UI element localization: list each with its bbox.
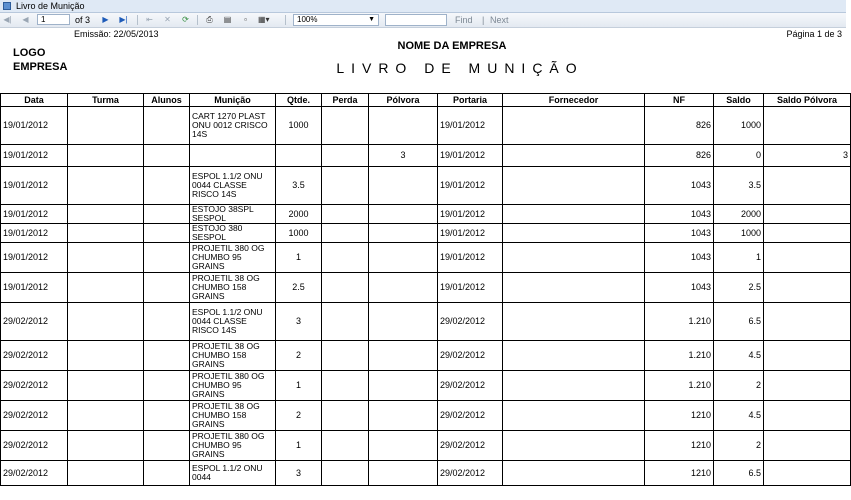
column-header-saldo: Saldo	[714, 94, 764, 107]
cell-saldo-polvora	[764, 243, 851, 273]
zoom-select[interactable]	[293, 14, 379, 26]
table-row	[1, 431, 851, 461]
cell-municao: PROJETIL 38 OG CHUMBO 158 GRAINS	[190, 401, 276, 431]
cell-polvora	[369, 461, 438, 486]
cell-polvora	[369, 243, 438, 273]
cell-turma	[68, 461, 144, 486]
cell-portaria: 29/02/2012	[438, 431, 503, 461]
cell-polvora	[369, 341, 438, 371]
cell-fornecedor	[503, 341, 645, 371]
page-count-label: of 3	[75, 15, 91, 25]
table-row	[1, 243, 851, 273]
column-header-alunos: Alunos	[144, 94, 190, 107]
cell-qtde: 1	[276, 243, 322, 273]
cell-portaria: 19/01/2012	[438, 107, 503, 145]
table-row	[1, 145, 851, 167]
cell-saldo-polvora	[764, 303, 851, 341]
cell-saldo-polvora: 3	[764, 145, 851, 167]
cell-data: 19/01/2012	[1, 205, 68, 224]
cell-fornecedor	[503, 431, 645, 461]
toolbar-separator	[137, 15, 138, 25]
cell-perda	[322, 431, 369, 461]
cell-data: 19/01/2012	[1, 273, 68, 303]
cell-nf: 826	[645, 107, 714, 145]
cell-nf: 1210	[645, 431, 714, 461]
cell-municao: PROJETIL 380 OG CHUMBO 95 GRAINS	[190, 243, 276, 273]
cell-portaria: 29/02/2012	[438, 461, 503, 486]
cell-data: 29/02/2012	[1, 431, 68, 461]
cell-municao: ESTOJO 38SPL SESPOL	[190, 205, 276, 224]
refresh-icon[interactable]: ⟳	[182, 15, 189, 24]
cell-alunos	[144, 341, 190, 371]
zoom-value: 100%	[297, 15, 318, 24]
cell-qtde: 3.5	[276, 167, 322, 205]
cell-portaria: 19/01/2012	[438, 145, 503, 167]
table-row	[1, 107, 851, 145]
cell-alunos	[144, 224, 190, 243]
cell-turma	[68, 273, 144, 303]
column-header-nf: NF	[645, 94, 714, 107]
cell-perda	[322, 107, 369, 145]
cell-portaria: 19/01/2012	[438, 167, 503, 205]
table-row	[1, 461, 851, 486]
cell-alunos	[144, 243, 190, 273]
cell-saldo-polvora	[764, 461, 851, 486]
cell-perda	[322, 167, 369, 205]
cell-saldo-polvora	[764, 167, 851, 205]
cell-data: 29/02/2012	[1, 303, 68, 341]
cell-alunos	[144, 145, 190, 167]
cell-alunos	[144, 431, 190, 461]
company-name: NOME DA EMPRESA	[397, 40, 507, 52]
ammunition-table	[0, 93, 851, 486]
cell-alunos	[144, 461, 190, 486]
export-icon[interactable]: ▦▾	[258, 15, 270, 24]
cell-turma	[68, 401, 144, 431]
page-number-input[interactable]: 1	[37, 14, 70, 25]
cell-nf: 1043	[645, 167, 714, 205]
print-icon[interactable]: ⎙	[206, 15, 213, 24]
cell-municao: PROJETIL 38 OG CHUMBO 158 GRAINS	[190, 341, 276, 371]
cell-perda	[322, 371, 369, 401]
column-header-data: Data	[1, 94, 68, 107]
cell-perda	[322, 145, 369, 167]
cell-perda	[322, 303, 369, 341]
cell-fornecedor	[503, 167, 645, 205]
cell-turma	[68, 341, 144, 371]
cell-portaria: 29/02/2012	[438, 371, 503, 401]
cell-turma	[68, 224, 144, 243]
cell-polvora	[369, 273, 438, 303]
print-layout-icon[interactable]: ▤	[223, 15, 232, 24]
back-icon[interactable]: ⇤	[146, 15, 153, 24]
cell-qtde: 3	[276, 461, 322, 486]
cell-nf: 1210	[645, 461, 714, 486]
cell-saldo: 1000	[714, 224, 764, 243]
cell-fornecedor	[503, 461, 645, 486]
cell-municao: ESPOL 1.1/2 ONU 0044	[190, 461, 276, 486]
cell-saldo: 3.5	[714, 167, 764, 205]
first-page-icon[interactable]: ◀​|	[3, 15, 12, 24]
cell-perda	[322, 461, 369, 486]
toolbar-separator	[285, 15, 286, 25]
column-header-polvora: Pólvora	[369, 94, 438, 107]
column-header-perda: Perda	[322, 94, 369, 107]
cell-fornecedor	[503, 401, 645, 431]
cell-saldo: 6.5	[714, 461, 764, 486]
cell-turma	[68, 371, 144, 401]
cell-polvora	[369, 224, 438, 243]
cell-saldo-polvora	[764, 341, 851, 371]
cell-polvora	[369, 107, 438, 145]
table-row	[1, 205, 851, 224]
cell-portaria: 29/02/2012	[438, 401, 503, 431]
page-setup-icon[interactable]: ▫	[244, 15, 247, 24]
find-next-button[interactable]: Next	[490, 15, 509, 25]
company-logo	[13, 46, 67, 74]
cell-qtde	[276, 145, 322, 167]
chevron-down-icon: ▼	[368, 16, 375, 23]
previous-page-icon[interactable]: ◀	[22, 15, 29, 24]
last-page-icon[interactable]: ▶|	[119, 15, 128, 24]
logo-line-1: LOGO	[13, 47, 46, 59]
cell-portaria: 19/01/2012	[438, 205, 503, 224]
cell-saldo: 4.5	[714, 401, 764, 431]
cell-qtde: 1000	[276, 224, 322, 243]
column-header-saldo-polvora: Saldo Pólvora	[764, 94, 851, 107]
cell-saldo-polvora	[764, 107, 851, 145]
cell-saldo-polvora	[764, 224, 851, 243]
cell-alunos	[144, 107, 190, 145]
cell-perda	[322, 205, 369, 224]
cell-turma	[68, 167, 144, 205]
cell-perda	[322, 401, 369, 431]
app-icon	[3, 2, 11, 10]
cell-qtde: 1	[276, 431, 322, 461]
window-title: Livro de Munição	[16, 1, 85, 11]
cell-municao: PROJETIL 380 OG CHUMBO 95 GRAINS	[190, 371, 276, 401]
table-row	[1, 371, 851, 401]
cell-saldo-polvora	[764, 401, 851, 431]
cell-data: 29/02/2012	[1, 461, 68, 486]
cell-nf: 826	[645, 145, 714, 167]
cell-nf: 1.210	[645, 341, 714, 371]
cell-municao: ESPOL 1.1/2 ONU 0044 CLASSE RISCO 14S	[190, 167, 276, 205]
cell-nf: 1210	[645, 401, 714, 431]
cell-portaria: 19/01/2012	[438, 224, 503, 243]
cell-data: 19/01/2012	[1, 167, 68, 205]
cell-fornecedor	[503, 303, 645, 341]
cell-saldo-polvora	[764, 273, 851, 303]
cell-fornecedor	[503, 205, 645, 224]
cell-saldo: 2000	[714, 205, 764, 224]
cell-fornecedor	[503, 371, 645, 401]
cell-alunos	[144, 167, 190, 205]
column-header-qtde: Qtde.	[276, 94, 322, 107]
cell-data: 19/01/2012	[1, 107, 68, 145]
report-title: LIVRO DE MUNIÇÃO	[336, 60, 584, 76]
cell-saldo: 1000	[714, 107, 764, 145]
cell-saldo-polvora	[764, 371, 851, 401]
cell-data: 29/02/2012	[1, 341, 68, 371]
find-input[interactable]	[385, 14, 447, 26]
cell-nf: 1.210	[645, 371, 714, 401]
cell-fornecedor	[503, 145, 645, 167]
cell-municao: PROJETIL 380 OG CHUMBO 95 GRAINS	[190, 431, 276, 461]
cell-fornecedor	[503, 243, 645, 273]
cell-portaria: 29/02/2012	[438, 303, 503, 341]
cell-polvora	[369, 401, 438, 431]
find-button[interactable]: Find	[455, 15, 473, 25]
cell-saldo: 6.5	[714, 303, 764, 341]
cell-turma	[68, 303, 144, 341]
find-separator: |	[482, 15, 485, 25]
cell-saldo-polvora	[764, 431, 851, 461]
toolbar-separator	[197, 15, 198, 25]
column-header-turma: Turma	[68, 94, 144, 107]
table-row	[1, 167, 851, 205]
table-row	[1, 401, 851, 431]
cell-perda	[322, 341, 369, 371]
cell-alunos	[144, 371, 190, 401]
cell-fornecedor	[503, 107, 645, 145]
cell-turma	[68, 205, 144, 224]
cell-portaria: 19/01/2012	[438, 243, 503, 273]
cell-turma	[68, 145, 144, 167]
cell-qtde: 2	[276, 401, 322, 431]
cell-municao: ESTOJO 380 SESPOL	[190, 224, 276, 243]
table-row	[1, 341, 851, 371]
cell-saldo-polvora	[764, 205, 851, 224]
cell-alunos	[144, 401, 190, 431]
cell-turma	[68, 243, 144, 273]
cell-portaria: 19/01/2012	[438, 273, 503, 303]
cell-nf: 1.210	[645, 303, 714, 341]
cell-perda	[322, 243, 369, 273]
cell-polvora: 3	[369, 145, 438, 167]
next-page-icon[interactable]: ▶	[102, 15, 109, 24]
cell-perda	[322, 273, 369, 303]
cell-polvora	[369, 303, 438, 341]
cell-saldo: 4.5	[714, 341, 764, 371]
cell-perda	[322, 224, 369, 243]
cell-saldo: 2	[714, 371, 764, 401]
cell-municao: CART 1270 PLAST ONU 0012 CRISCO 14S	[190, 107, 276, 145]
cell-alunos	[144, 205, 190, 224]
table-header-row	[1, 94, 851, 107]
cell-qtde: 1000	[276, 107, 322, 145]
cell-polvora	[369, 205, 438, 224]
cell-data: 29/02/2012	[1, 371, 68, 401]
logo-line-2: EMPRESA	[13, 61, 68, 73]
cell-nf: 1043	[645, 273, 714, 303]
cell-data: 29/02/2012	[1, 401, 68, 431]
cell-data: 19/01/2012	[1, 243, 68, 273]
cell-saldo: 2.5	[714, 273, 764, 303]
table-body	[1, 107, 851, 486]
cell-alunos	[144, 303, 190, 341]
cell-turma	[68, 431, 144, 461]
cell-portaria: 29/02/2012	[438, 341, 503, 371]
column-header-municao: Munição	[190, 94, 276, 107]
table-row	[1, 224, 851, 243]
cell-data: 19/01/2012	[1, 224, 68, 243]
cell-qtde: 2000	[276, 205, 322, 224]
cell-qtde: 3	[276, 303, 322, 341]
table-row	[1, 273, 851, 303]
report-toolbar	[0, 13, 846, 28]
table-row	[1, 303, 851, 341]
column-header-portaria: Portaria	[438, 94, 503, 107]
emission-date: Emissão: 22/05/2013	[74, 29, 159, 39]
cell-fornecedor	[503, 273, 645, 303]
cell-municao: PROJETIL 38 OG CHUMBO 158 GRAINS	[190, 273, 276, 303]
cell-nf: 1043	[645, 224, 714, 243]
cell-data: 19/01/2012	[1, 145, 68, 167]
cell-qtde: 1	[276, 371, 322, 401]
cell-fornecedor	[503, 224, 645, 243]
stop-icon[interactable]: ✕	[164, 15, 171, 24]
cell-saldo: 1	[714, 243, 764, 273]
cell-polvora	[369, 431, 438, 461]
cell-qtde: 2	[276, 341, 322, 371]
cell-municao: ESPOL 1.1/2 ONU 0044 CLASSE RISCO 14S	[190, 303, 276, 341]
cell-nf: 1043	[645, 243, 714, 273]
window-title-bar	[0, 0, 846, 13]
column-header-fornecedor: Fornecedor	[503, 94, 645, 107]
cell-alunos	[144, 273, 190, 303]
page-indicator: Página 1 de 3	[786, 29, 842, 39]
cell-saldo: 2	[714, 431, 764, 461]
cell-polvora	[369, 167, 438, 205]
cell-municao	[190, 145, 276, 167]
cell-qtde: 2.5	[276, 273, 322, 303]
cell-nf: 1043	[645, 205, 714, 224]
cell-turma	[68, 107, 144, 145]
cell-polvora	[369, 371, 438, 401]
cell-saldo: 0	[714, 145, 764, 167]
